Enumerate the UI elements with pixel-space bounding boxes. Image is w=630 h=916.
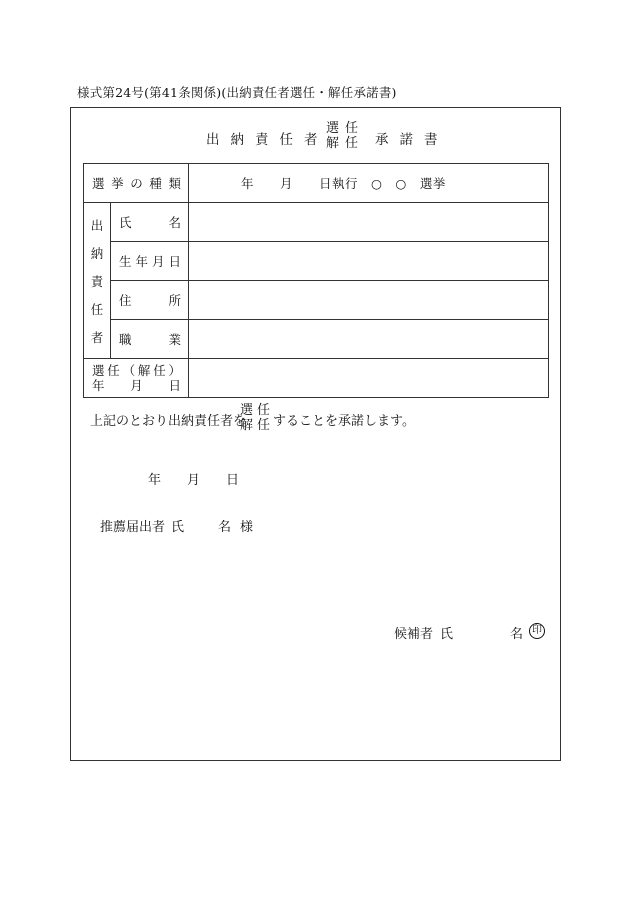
consent-text-before: 上記のとおり出納責任者を bbox=[90, 414, 247, 429]
label-char: 職 bbox=[119, 332, 132, 347]
election-type-value: 年 月 日執行 ○ ○ 選挙 bbox=[241, 176, 446, 191]
title-suffix: 承諾書 bbox=[375, 132, 449, 148]
candidate-label: 候補者 bbox=[394, 627, 434, 642]
label-char: 生 bbox=[119, 254, 132, 269]
label-char: 選 bbox=[92, 363, 105, 378]
label-char: 住 bbox=[119, 293, 132, 308]
label-char: 責 bbox=[90, 273, 104, 289]
birthdate-label bbox=[111, 252, 188, 270]
name-value-cell[interactable] bbox=[189, 203, 549, 242]
label-char: 出 bbox=[90, 217, 104, 233]
recommender-label: 推薦届出者 bbox=[100, 520, 166, 535]
label-char: 年 bbox=[92, 378, 105, 393]
label-char: ） bbox=[168, 363, 181, 378]
address-label bbox=[111, 291, 188, 309]
consent-option-stack bbox=[240, 403, 274, 433]
label-char: 名 bbox=[168, 215, 182, 230]
birthdate-label-cell bbox=[111, 242, 189, 281]
table-row bbox=[84, 359, 549, 398]
appointment-date-value-cell[interactable] bbox=[189, 359, 549, 398]
occupation-label bbox=[111, 330, 188, 348]
appointment-date-label-top bbox=[84, 363, 188, 378]
title-option-stack bbox=[326, 121, 364, 151]
occupation-label-cell bbox=[111, 320, 189, 359]
label-char: 者 bbox=[90, 329, 104, 345]
label-char: 解 bbox=[137, 363, 151, 378]
election-type-label bbox=[84, 174, 188, 192]
title-option-appoint: 選任 bbox=[326, 121, 365, 136]
label-char: 年 bbox=[135, 254, 149, 269]
appointment-date-label-bottom bbox=[84, 378, 188, 393]
occupation-value-cell[interactable] bbox=[189, 320, 549, 359]
birthdate-value-cell[interactable] bbox=[189, 242, 549, 281]
label-char: 業 bbox=[168, 332, 182, 347]
seal-icon: 印 bbox=[529, 623, 545, 639]
candidate-name-right: 名 bbox=[510, 627, 524, 642]
election-type-value-cell[interactable] bbox=[189, 164, 549, 203]
date-line: 年 月 日 bbox=[148, 473, 240, 488]
treasurer-info-table bbox=[83, 163, 549, 398]
title-option-dismiss: 解任 bbox=[326, 136, 365, 151]
treasurer-vertical-label bbox=[84, 210, 110, 352]
label-char: 所 bbox=[168, 293, 182, 308]
appointment-date-label-cell bbox=[84, 359, 189, 398]
recommender-name-right: 名 bbox=[218, 520, 232, 535]
form-number-label: 様式第24号(第41条関係)(出納責任者選任・解任承諾書) bbox=[77, 85, 397, 100]
label-char: 種 bbox=[149, 176, 162, 191]
consent-option-appoint: 選任 bbox=[240, 403, 275, 418]
table-row bbox=[84, 320, 549, 359]
title-prefix: 出納責任者 bbox=[206, 132, 329, 148]
name-label-cell bbox=[111, 203, 189, 242]
label-char: 挙 bbox=[111, 176, 124, 191]
table-row bbox=[84, 281, 549, 320]
table-row bbox=[84, 203, 549, 242]
label-char: 任 bbox=[90, 301, 104, 317]
name-label bbox=[111, 213, 188, 231]
label-char: 類 bbox=[168, 176, 182, 191]
table-row bbox=[84, 242, 549, 281]
consent-text-after: することを承諾します。 bbox=[273, 414, 415, 429]
address-label-cell bbox=[111, 281, 189, 320]
consent-option-dismiss: 解任 bbox=[240, 418, 275, 433]
treasurer-vertical-label-cell bbox=[84, 203, 111, 359]
label-char: 日 bbox=[168, 378, 182, 393]
label-char: 月 bbox=[152, 254, 165, 269]
label-char: 任 bbox=[107, 363, 120, 378]
table-row bbox=[84, 164, 549, 203]
address-value-cell[interactable] bbox=[189, 281, 549, 320]
election-type-label-cell bbox=[84, 164, 189, 203]
recommender-name-left: 氏 bbox=[171, 520, 185, 535]
label-char: 月 bbox=[130, 378, 143, 393]
label-char: 日 bbox=[168, 254, 182, 269]
candidate-name-left: 氏 bbox=[440, 627, 454, 642]
label-char: 任 bbox=[153, 363, 166, 378]
label-char: 納 bbox=[90, 245, 104, 261]
seal-mark bbox=[529, 622, 545, 639]
label-char: の bbox=[130, 176, 143, 191]
label-char: 選 bbox=[92, 176, 105, 191]
recommender-honorific: 様 bbox=[240, 520, 254, 535]
label-char: （ bbox=[122, 363, 136, 378]
label-char: 氏 bbox=[119, 215, 132, 230]
